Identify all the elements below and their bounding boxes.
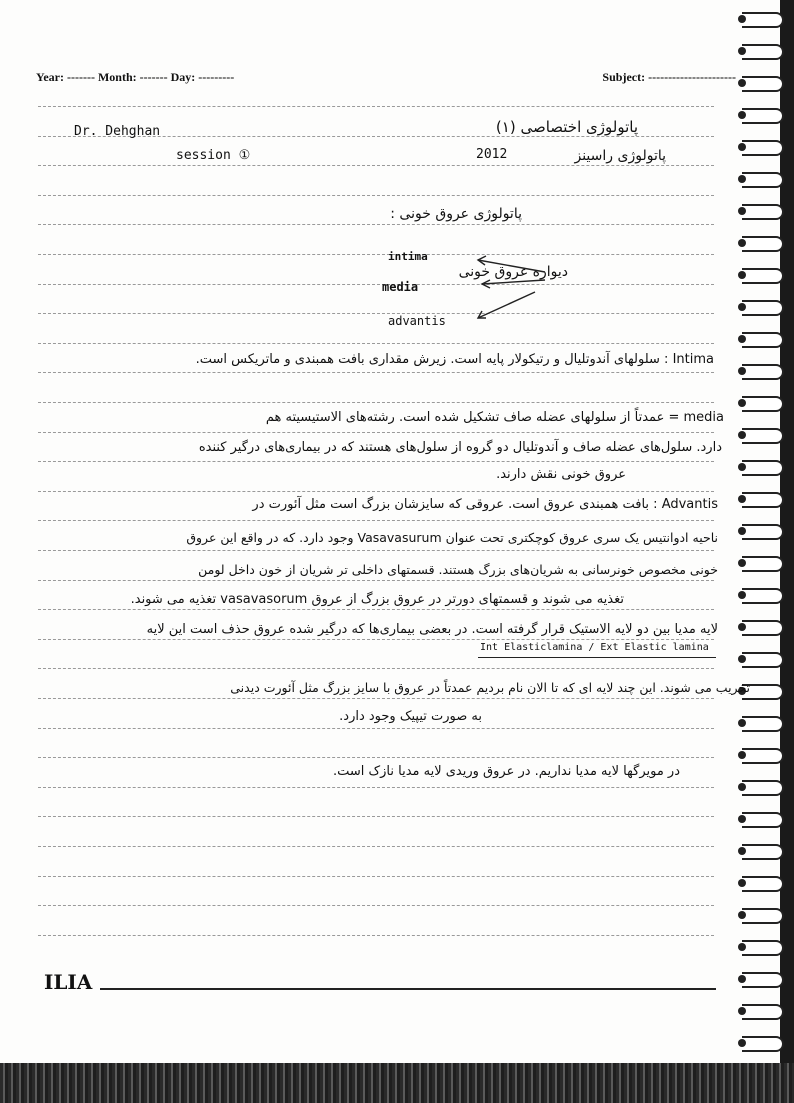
scan-edge	[0, 1063, 794, 1103]
arrow-advantis	[478, 292, 535, 318]
wall-label: دیواره عروق خونی	[458, 264, 568, 280]
doctor-name: Dr. Dehghan	[74, 124, 161, 139]
advantis-line-3: خونی مخصوص خونرسانی به شریان‌های بزرگ هستند. قسمتهای داخلی تر شریان از خون داخل لومن	[198, 562, 718, 577]
course-title: پاتولوژی اختصاصی (۱)	[495, 118, 638, 136]
lamina-line: لایه مدیا بین دو لایه الاستیک قرار گرفته است. در بعضی بیماری‌ها که درگیر شده عروق حذف است این لایه	[146, 622, 718, 637]
subtitle: پاتولوژی راسینز	[574, 148, 666, 164]
arrow-media	[482, 280, 545, 284]
lamina-terms-underline	[478, 657, 716, 658]
advantis-line-2: ناحیه ادوانتیس یک سری عروق کوچکتری تحت عنوان Vasavasurum وجود دارد. که در واقع این عروق	[186, 530, 718, 545]
footer-rule	[100, 988, 716, 990]
advantis-line-1: Advantis : بافت همبندی عروق است. عروقی که سایزشان بزرگ است مثل آئورت در	[252, 497, 718, 512]
lamina-terms: Int Elasticlamina / Ext Elastic lamina	[480, 642, 709, 653]
layer-media: media	[382, 280, 419, 294]
brand-logo: ILIA	[44, 970, 93, 994]
year-label: 2012	[476, 147, 508, 162]
destroy-line-2: به صورت تیپیک وجود دارد.	[339, 709, 482, 724]
media-line-1: media = عمدتاً از سلولهای عضله صاف تشکیل شده است. رشته‌های الاستیسیته هم	[265, 410, 724, 425]
layer-intima: intima	[388, 250, 428, 263]
section-heading: پاتولوژی عروق خونی :	[390, 206, 522, 222]
date-fields: Year: ------- Month: ------- Day: ---------	[36, 70, 235, 84]
media-line-3: عروق خونی نقش دارند.	[496, 467, 626, 482]
destroy-line-1: تخریب می شوند. این چند لایه ای که تا الان نام بردیم عمدتاً در عروق با سایز بزرگ مثل آئورت دیدنی	[230, 680, 750, 695]
advantis-line-4: تغذیه می شوند و قسمتهای دورتر در عروق بزرگ از عروق vasavasorum تغذیه می شوند.	[130, 592, 624, 607]
layer-advantis: advantis	[388, 314, 446, 328]
session-label: session ①	[176, 148, 251, 163]
intima-line: Intima : سلولهای آندوتلیال و رتیکولار پایه است. زیرش مقداری بافت همبندی و ماتریکس است.	[195, 352, 714, 367]
arrow-intima	[478, 260, 545, 272]
subject-field: Subject: ----------------------	[602, 70, 736, 84]
media-line-2: دارد. سلول‌های عضله صاف و آندوتلیال دو گروه از سلول‌های هستند که در بیماری‌های درگیر کننده	[198, 440, 722, 455]
capillary-line: در مویرگها لایه مدیا نداریم. در عروق وریدی لایه مدیا نازک است.	[332, 764, 680, 779]
